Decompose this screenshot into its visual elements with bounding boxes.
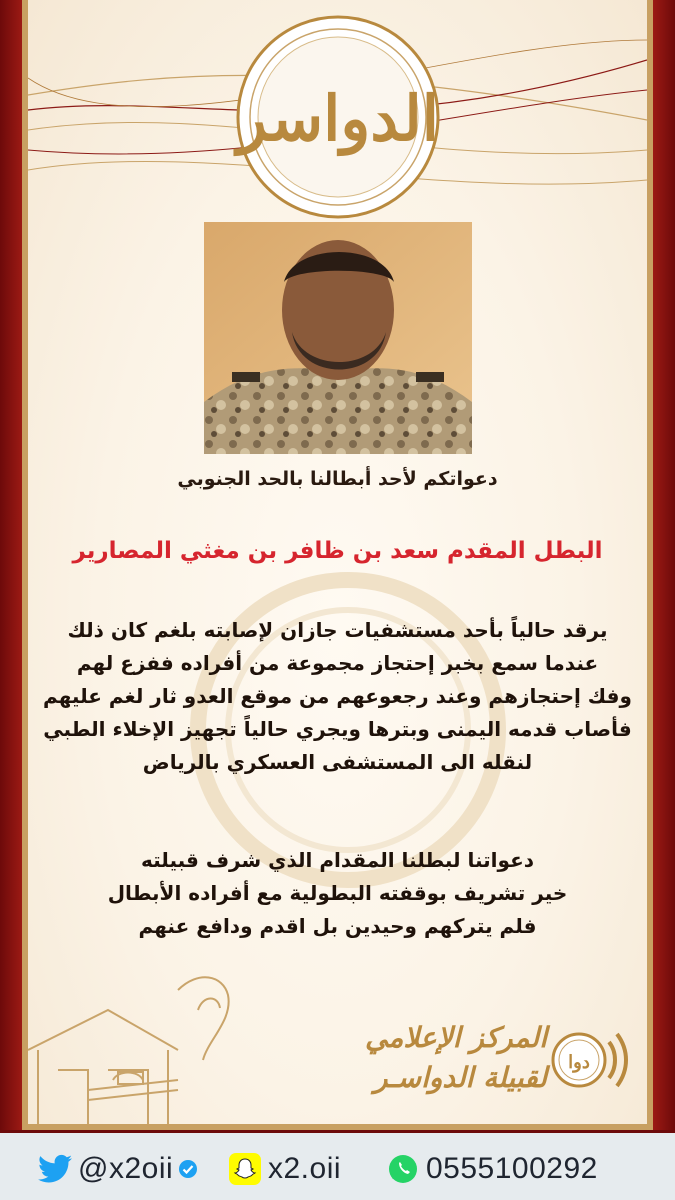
twitter-handle-text: @x2oii [78, 1152, 174, 1185]
story-line: وفك إحتجازهم وعند رجعوعهم من موقع العدو ثار لغم عليهم [43, 684, 632, 708]
frame-right [653, 0, 675, 1130]
hero-name: البطل المقدم سعد بن ظافر بن مغثي المصارير [72, 538, 603, 564]
broadcast-icon [541, 1016, 629, 1104]
prayer-line: فلم يتركهم وحيدين بل اقدم ودافع عنهم [138, 914, 537, 938]
whatsapp-number[interactable] [386, 1149, 598, 1189]
frame-left [0, 0, 22, 1130]
svg-text:دوا: دوا [568, 1052, 590, 1073]
whatsapp-number-text: 0555100292 [426, 1152, 598, 1185]
snapchat-handle-text: x2.oii [268, 1152, 342, 1185]
prayer-heading: دعواتكم لأحد أبطالنا بالحد الجنوبي [177, 468, 498, 490]
prayer-line: خير تشريف بوقفته البطولية مع أفراده الأبطال [107, 881, 568, 905]
story-line: يرقد حالياً بأحد مستشفيات جازان لإصابته بلغم كان ذلك [67, 618, 608, 642]
story-paragraph [34, 614, 641, 779]
logo-text: الدواسر [237, 82, 439, 155]
story-line: فأصاب قدمه اليمنى وبترها ويجري حالياً تجهيز الإخلاء الطبي [43, 717, 632, 741]
twitter-icon [38, 1152, 72, 1186]
media-center-line1: المركز الإعلامي [365, 1021, 547, 1054]
prayer-paragraph [34, 844, 641, 943]
snapchat-handle[interactable] [228, 1149, 341, 1189]
heritage-illustration [28, 950, 268, 1125]
media-center-line2: لقبيلة الدواسـر [373, 1061, 547, 1094]
media-center-title [365, 1018, 547, 1098]
frame-gold-right [647, 0, 653, 1130]
prayer-line: دعواتنا لبطلنا المقدام الذي شرف قبيلته [140, 848, 535, 872]
dawasir-logo [233, 12, 443, 222]
story-line: عندما سمع بخبر إحتجاز مجموعة من أفراده ففزع لهم [76, 651, 599, 675]
footer-contact-bar [0, 1130, 675, 1200]
twitter-handle[interactable] [38, 1149, 205, 1189]
story-line: لنقله الى المستشفى العسكري بالرياض [142, 750, 533, 774]
whatsapp-icon [386, 1152, 420, 1186]
verified-icon [177, 1158, 199, 1180]
soldier-photo [204, 222, 472, 454]
snapchat-icon [228, 1152, 262, 1186]
poster-card [28, 0, 647, 1130]
